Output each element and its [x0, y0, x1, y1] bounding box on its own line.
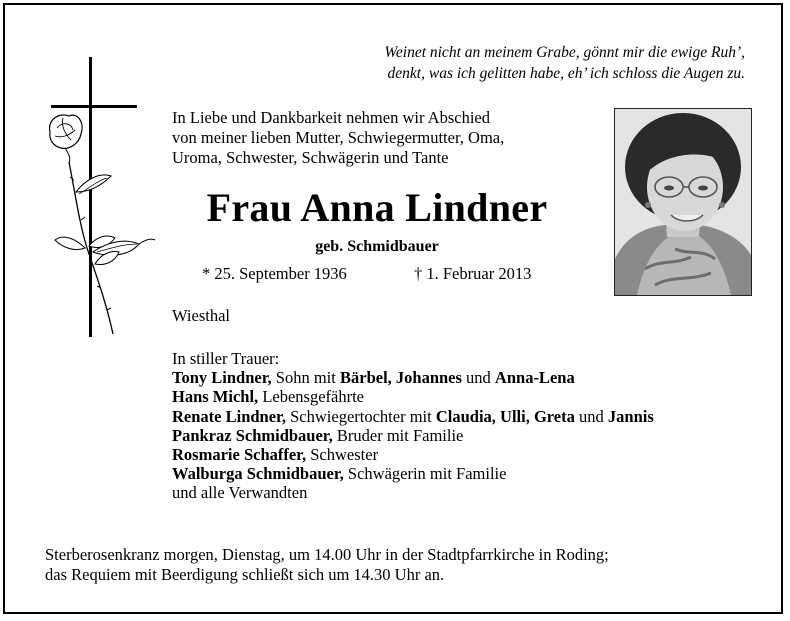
mourner-relation: und	[574, 406, 608, 426]
mourner-relation: Lebensgefährte	[258, 387, 365, 407]
mourner-name: Claudia, Ulli, Greta	[435, 406, 575, 426]
portrait-photo	[614, 108, 752, 296]
verse-line: Weinet nicht an meinem Grabe, gönnt mir die ewige Ruh’,	[384, 44, 745, 61]
intro-line: von meiner lieben Mutter, Schwiegermutter, Oma,	[172, 128, 505, 147]
mourner-row	[172, 368, 762, 387]
mourner-name: Jannis	[607, 406, 654, 426]
service-info	[45, 545, 765, 585]
mourner-row	[172, 483, 762, 502]
mourner-relation: und	[461, 368, 495, 388]
mourner-name: Pankraz Schmidbauer,	[172, 425, 333, 445]
service-line: Sterberosenkranz morgen, Dienstag, um 14.00 Uhr in der Stadtpfarrkirche in Roding;	[45, 545, 609, 564]
mourner-name: Hans Michl,	[172, 387, 259, 407]
mourner-relation: Schwägerin mit Familie	[343, 464, 507, 484]
intro-line: Uroma, Schwester, Schwägerin und Tante	[172, 148, 449, 167]
obituary-notice	[3, 3, 783, 614]
mourner-name: Renate Lindner,	[172, 406, 286, 426]
birth-date: * 25. September 1936	[202, 264, 347, 283]
intro-text	[172, 108, 602, 168]
mourner-relation: Bruder mit Familie	[332, 425, 464, 445]
mourner-relation: Schwiegertochter mit	[286, 406, 436, 426]
portrait-image	[615, 109, 751, 295]
mourner-relation: Schwester	[306, 445, 379, 465]
intro-line: In Liebe und Dankbarkeit nehmen wir Abschied	[172, 108, 490, 127]
hometown: Wiesthal	[172, 306, 230, 325]
mourner-relation: Sohn mit	[271, 368, 340, 388]
cross-with-rose-icon	[41, 52, 161, 342]
mourner-row	[172, 407, 762, 426]
mourners-list	[172, 349, 762, 503]
verse	[301, 42, 745, 84]
death-date: † 1. Februar 2013	[414, 264, 532, 283]
mourner-row	[172, 387, 762, 406]
mourner-name: Tony Lindner,	[172, 368, 272, 388]
mourner-row	[172, 464, 762, 483]
maiden-name: geb. Schmidbauer	[315, 238, 439, 255]
deceased-name: Frau Anna Lindner	[206, 185, 548, 230]
mourner-name: Anna-Lena	[494, 368, 575, 388]
mourner-name: Rosmarie Schaffer,	[172, 445, 307, 465]
mourner-name: Bärbel, Johannes	[339, 368, 462, 388]
mourner-row	[172, 426, 762, 445]
mourner-row	[172, 445, 762, 464]
mourner-rows	[172, 368, 762, 502]
mourners-heading: In stiller Trauer:	[172, 349, 280, 368]
mourner-name: Walburga Schmidbauer,	[172, 464, 344, 484]
mourner-relation: und alle Verwandten	[172, 483, 308, 503]
service-line: das Requiem mit Beerdigung schließt sich um 14.30 Uhr an.	[45, 565, 445, 584]
verse-line: denkt, was ich gelitten habe, eh’ ich schloss die Augen zu.	[387, 65, 745, 82]
